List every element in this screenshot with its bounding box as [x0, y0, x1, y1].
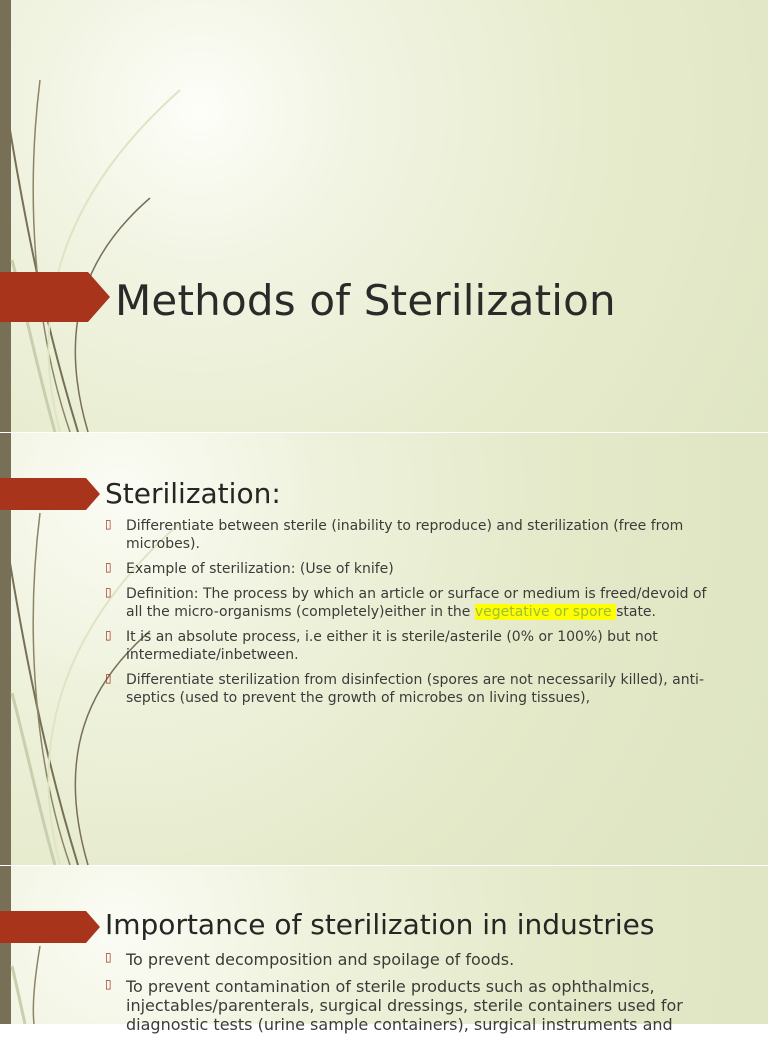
slide-heading: Sterilization:: [105, 477, 281, 510]
heading-arrow-tag: [0, 911, 102, 943]
bullet-icon: ▯: [105, 977, 112, 991]
bullet-list: [104, 950, 714, 1042]
list-item-text: It is an absolute process, i.e either it is sterile/asterile (0% or 100%) but not intermediate/inbetween.: [126, 629, 658, 663]
list-item-text-before: Definition: The process by which an article or surface or medium is freed/devoid of all the micro-organisms (completely)either in the: [126, 586, 707, 620]
list-item-text: Differentiate sterilization from disinfection (spores are not necessarily killed), anti-septics (used to prevent the growth of microbes on living tissues),: [126, 672, 704, 706]
list-item: [104, 560, 714, 578]
list-item: [104, 950, 714, 969]
highlighted-text: vegetative or spore: [474, 604, 617, 620]
title-arrow-tag: [0, 272, 112, 322]
presentation-title: Methods of Sterilization: [115, 276, 616, 325]
bullet-list: [104, 517, 714, 714]
bullet-icon: ▯: [105, 585, 112, 599]
bullet-icon: ▯: [105, 560, 112, 574]
list-item: [104, 628, 714, 664]
bullet-icon: ▯: [105, 671, 112, 685]
list-item: [104, 671, 714, 707]
list-item-text: To prevent contamination of sterile products such as ophthalmics, injectables/parenterals, surgical dressings, sterile containers used for diagnostic tests (urine sample containers), surgical instruments and: [126, 977, 683, 1034]
list-item-text-after: state.: [616, 604, 656, 620]
list-item: [104, 585, 714, 621]
list-item: [104, 977, 714, 1034]
bullet-icon: ▯: [105, 628, 112, 642]
list-item: [104, 517, 714, 553]
bullet-icon: ▯: [105, 517, 112, 531]
slide-heading: Importance of sterilization in industries: [105, 908, 655, 941]
heading-arrow-tag: [0, 478, 102, 510]
slide-importance: [0, 866, 768, 1034]
bullet-icon: ▯: [105, 950, 112, 964]
slide-sterilization: [0, 433, 768, 865]
list-item-text: Example of sterilization: (Use of knife): [126, 561, 394, 577]
slide-title: [0, 0, 768, 432]
list-item-text: To prevent decomposition and spoilage of foods.: [126, 950, 515, 969]
list-item-text: Differentiate between sterile (inability to reproduce) and sterilization (free from microbes).: [126, 518, 684, 552]
decorative-swoosh-lines: [0, 0, 200, 432]
